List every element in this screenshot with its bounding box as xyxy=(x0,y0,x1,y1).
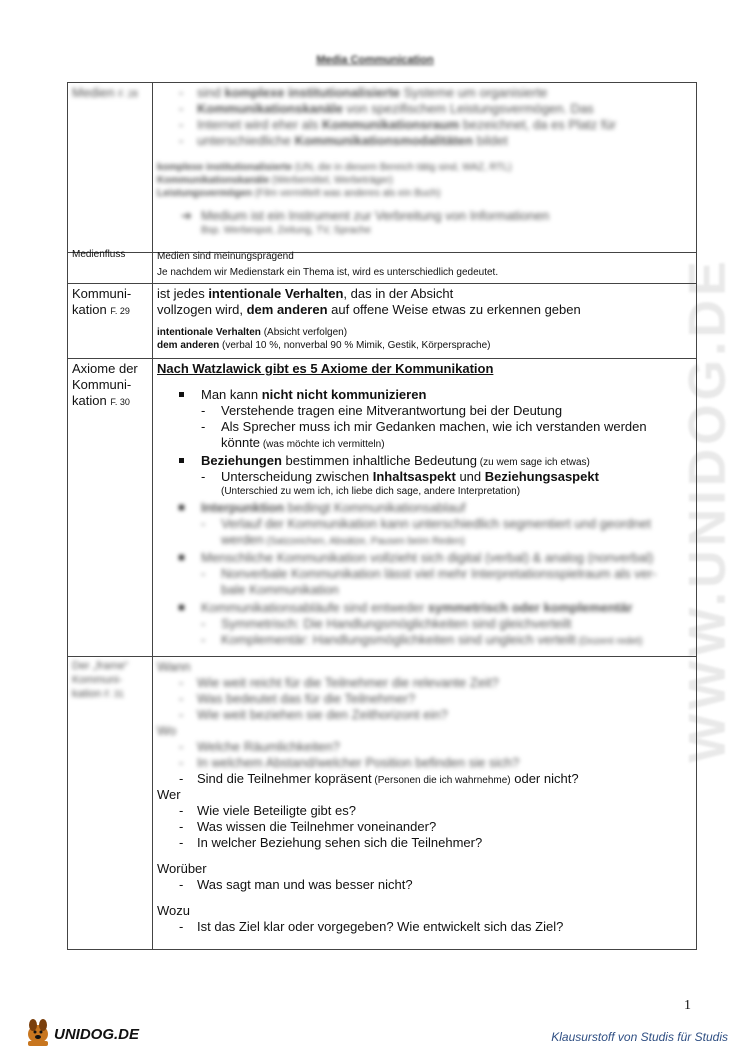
list-item: Man kann nicht nicht kommunizieren - Verstehende tragen eine Mitverantwortung bei der Deutung - Als Sprecher muss ich mir Gedanken machen, wie ich verstanden werden könnte (was möchte ich vermitteln) xyxy=(179,387,692,451)
list-item: - sind komplexe institutionalisierte Systeme um organisierte xyxy=(179,85,692,101)
watermark: WWW.UNIDOG.DE xyxy=(679,257,738,763)
list-item: - unterschiedliche Kommunikationsmodalitäten bildet xyxy=(179,133,692,149)
row-label: Medienfluss xyxy=(68,253,153,284)
dog-icon xyxy=(24,1014,154,1048)
content-table xyxy=(67,82,697,950)
row-content xyxy=(153,359,697,657)
list-item: - Internet wird eher als Kommunikationsraum bezeichnet, da es Platz für xyxy=(179,117,692,133)
footer-tagline: Klausurstoff von Studis für Studis xyxy=(551,1030,728,1044)
row-label: Axiome der Kommuni- kation F. 30 xyxy=(68,359,153,657)
list-item: - Verlauf der Kommunikation kann unterschiedlich segmentiert und geordnet werden (Satzzeichen, Absätze, Pausen beim Reden) xyxy=(201,516,692,548)
row-content: - sind komplexe institutionalisierte Systeme um organisierte - Kommunikationskanäle von spezifischem Leistungsvermögen. Das - Internet wird eher als Kommunikationsraum bezeichnet, da es Platz für - unterschiedliche Kommunikationsmodalitäten bildet komplexe institutionalisierte (UN, die in diesem Bereich tätig sind, WAZ, RTL) Kommunikationskanäle (Werbemittel, Werbeträger) Leistungsvermögen (Film vermittelt was anderes als ein Buch) ➔ Medium ist ein Instrument zur Verbreitung von Informationen Bsp. Werbespot, Zeitung, TV, Sprache xyxy=(153,83,697,253)
list-item: - Was bedeutet das für die Teilnehmer? xyxy=(179,691,692,707)
list-item: - Wie viele Beteiligte gibt es? xyxy=(179,803,692,819)
list-item: - Verstehende tragen eine Mitverantwortung bei der Deutung xyxy=(201,403,692,419)
list-item: - Sind die Teilnehmer kopräsent (Personen die ich wahrnehme) oder nicht? xyxy=(179,771,692,787)
list-item: - Kommunikationskanäle von spezifischem Leistungsvermögen. Das xyxy=(179,101,692,117)
page-title: Media Communication xyxy=(316,54,434,66)
row-label: Der „frame“ Kommuni- kation F. 31 xyxy=(68,657,153,950)
list-item: - In welchem Abstand/welcher Position befinden sie sich? xyxy=(179,755,692,771)
list-item: - Komplementär: Handlungsmöglichkeiten sind ungleich verteilt (Dozent redet) xyxy=(201,632,692,648)
list-item: - Unterscheidung zwischen Inhaltsaspekt und Beziehungsaspekt (Unterschied zu wem ich, ich liebe dich sage, andere Interpretation) xyxy=(201,469,692,498)
list-item: - Als Sprecher muss ich mir Gedanken machen, wie ich verstanden werden könnte (was möchte ich vermitteln) xyxy=(201,419,692,451)
row-content: ist jedes intentionale Verhalten, das in der Absicht vollzogen wird, dem anderen auf offene Weise etwas zu erkennen geben intentionale Verhalten (Absicht verfolgen) dem anderen (verbal 10 %, nonverbal 90 % Mimik, Gestik, Körpersprache) xyxy=(153,284,697,359)
table-row-kommunikation xyxy=(68,284,697,359)
row-label: Kommuni- kation F. 29 xyxy=(68,284,153,359)
list-item: - Welche Räumlichkeiten? xyxy=(179,739,692,755)
section-heading: Nach Watzlawick gibt es 5 Axiome der Kommunikation xyxy=(157,361,494,376)
row-content: Wann - Wie weit reicht für die Teilnehmer die relevante Zeit? - Was bedeutet das für die Teilnehmer? - Wie weit beziehen sie den Zeithorizont ein? Wo - Welche Räumlichkeiten? - In welchem Abstand/welcher Position befinden sie sich? - Sind die Teilnehmer kopräsent (Personen die ich wahrnehme) oder nicht? Wer - Wie viele Beteiligte gibt es? - Was wissen die Teilnehmer voneinander? - In welcher Beziehung sehen sich die Teilnehmer? Worüber - Was sagt man und was besser nicht? Wozu - Ist das Ziel klar oder vorgegeben? Wie entwickelt sich das Ziel? xyxy=(153,657,697,950)
table-row-medien xyxy=(68,83,697,253)
table-row-axiome xyxy=(68,359,697,657)
list-item: Interpunktion bedingt Kommunikationsablauf - Verlauf der Kommunikation kann unterschiedlich segmentiert und geordnet werden (Satzzeichen, Absätze, Pausen beim Reden) xyxy=(179,500,692,548)
arrow-right-icon: ➔ xyxy=(181,208,192,223)
list-item: Kommunikationsabläufe sind entweder symmetrisch oder komplementär - Symmetrisch: Die Handlungsmöglichkeiten sind gleichverteilt - Komplementär: Handlungsmöglichkeiten sind ungleich verteilt (Dozent redet) xyxy=(179,600,692,648)
row-content: Medien sind meinungsprägend Je nachdem wir Medienstark ein Thema ist, wird es unterschiedlich gedeutet. xyxy=(153,253,697,284)
list-item: Beziehungen bestimmen inhaltliche Bedeutung (zu wem sage ich etwas) - Unterscheidung zwischen Inhaltsaspekt und Beziehungsaspekt (Unterschied zu wem ich, ich liebe dich sage, andere Interpretation) xyxy=(179,453,692,498)
list-item: - In welcher Beziehung sehen sich die Teilnehmer? xyxy=(179,835,692,851)
row-label: Medien F. 28 xyxy=(68,83,153,253)
table-row-frame xyxy=(68,657,697,950)
list-item: - Nonverbale Kommunikation lässt viel mehr Interpretationsspielraum als ver- bale Kommunikation xyxy=(201,566,692,598)
list-item: - Was sagt man und was besser nicht? xyxy=(179,877,692,893)
page-number: 1 xyxy=(684,998,691,1013)
list-item: - Wie weit beziehen sie den Zeithorizont ein? xyxy=(179,707,692,723)
list-item: - Ist das Ziel klar oder vorgegeben? Wie entwickelt sich das Ziel? xyxy=(179,919,692,935)
list-item: - Was wissen die Teilnehmer voneinander? xyxy=(179,819,692,835)
list-item: Menschliche Kommunikation vollzieht sich digital (verbal) & analog (nonverbal) - Nonverbale Kommunikation lässt viel mehr Interpretationsspielraum als ver- bale Kommunikation xyxy=(179,550,692,598)
table-row-medienfluss xyxy=(68,253,697,284)
list-item: - Wie weit reicht für die Teilnehmer die relevante Zeit? xyxy=(179,675,692,691)
unidog-logo xyxy=(24,1014,154,1048)
list-item: - Symmetrisch: Die Handlungsmöglichkeiten sind gleichverteilt xyxy=(201,616,692,632)
logo-text: UNIDOG.DE xyxy=(54,1026,140,1043)
